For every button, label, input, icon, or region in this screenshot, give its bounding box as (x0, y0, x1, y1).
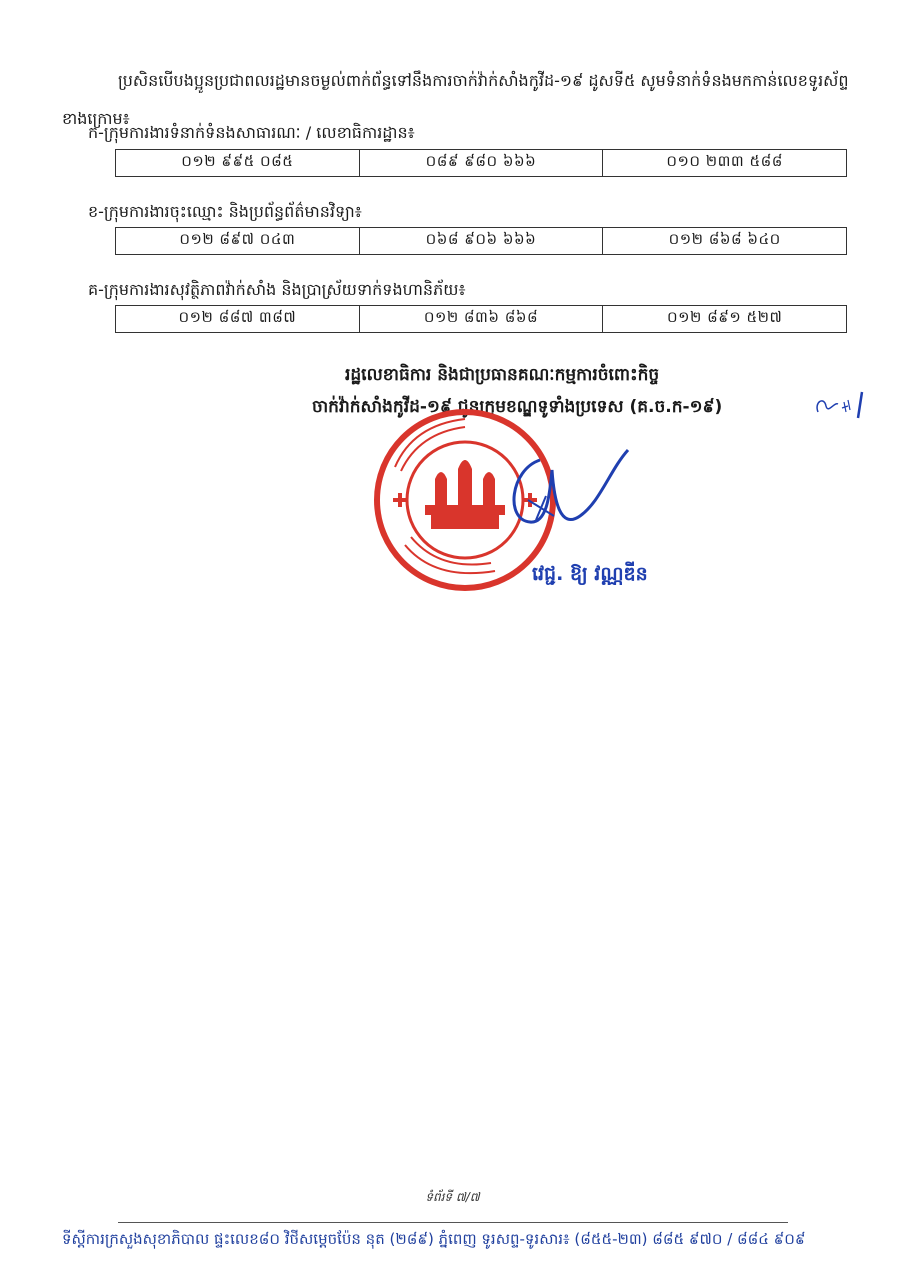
signatory-title-line1: រដ្ឋលេខាធិការ និងជាប្រធានគណៈកម្មការចំពោះកិច្ច (345, 365, 660, 385)
phone-number: ០១២ ៨៩៧ ០៤៣ (116, 228, 360, 255)
phone-table-public-relations (115, 149, 847, 177)
phone-number: ០១២ ៨៩១ ៥២៧ (603, 306, 847, 333)
phone-number: ០១២ ៨៨៧ ៣៨៧ (116, 306, 360, 333)
phone-number: ០១២ ៩៩៥ ០៨៥ (116, 150, 360, 177)
phone-number: ០១២ ៨៣៦ ៨៦៨ (359, 306, 603, 333)
group-title-vaccine-safety: គ-ក្រុមការងារសុវត្ថិភាពវ៉ាក់សាំង និងប្រាស្រ័យទាក់ទងហានិភ័យ៖ (88, 280, 466, 299)
phone-table-vaccine-safety (115, 305, 847, 333)
phone-number: ០១០ ២៣៣ ៥៨៨ (603, 150, 847, 177)
phone-number: ០៦៨ ៩០៦ ៦៦៦ (359, 228, 603, 255)
group-title-public-relations: ក-ក្រុមការងារទំនាក់ទំនងសាធារណៈ / លេខាធិការដ្ឋាន៖ (88, 123, 415, 142)
signer-name: វេជ្ជ. ឱ្យ វណ្ណឌីន (532, 563, 648, 585)
intro-paragraph: ប្រសិនបើបងប្អូនប្រជាពលរដ្ឋមានចម្ងល់ពាក់ព័ន្ធទៅនឹងការចាក់វ៉ាក់សាំងកូវីដ-១៩ ដូសទី៥ សូមទំនាក់ទំនងមកកាន់លេខទូរស័ព្ទខាងក្រោម៖ (62, 71, 849, 128)
page-number: ទំព័រទី ៧/៧ (425, 1190, 480, 1204)
phone-number: ០១២ ៨៦៨ ៦៤០ (603, 228, 847, 255)
phone-number: ០៨៩ ៩៨០ ៦៦៦ (359, 150, 603, 177)
footer-divider (118, 1222, 788, 1223)
group-title-registration-it: ខ-ក្រុមការងារចុះឈ្មោះ និងប្រព័ន្ធព័ត៌មានវិទ្យា៖ (88, 202, 362, 221)
phone-table-registration-it (115, 227, 847, 255)
signatory-title-line2: ចាក់វ៉ាក់សាំងកូវីដ-១៩ ជូនក្រុមខណ្ឌទូទាំងប្រទេស (គ.ច.ក-១៩) (312, 397, 723, 417)
footer-address: ទីស្តីការក្រសួងសុខាភិបាល ផ្ទះលេខ៨០ វិថីសម្តេចប៉ែន នុត (២៨៩) ភ្នំពេញ ទូរសព្ទ-ទូរសារ៖ (៨៥៥-២៣) ៨៨៥ ៩៧០ / ៨៨៤ ៩០៩ (62, 1230, 806, 1248)
initials-mark (812, 388, 872, 422)
handwritten-signature (500, 430, 640, 540)
